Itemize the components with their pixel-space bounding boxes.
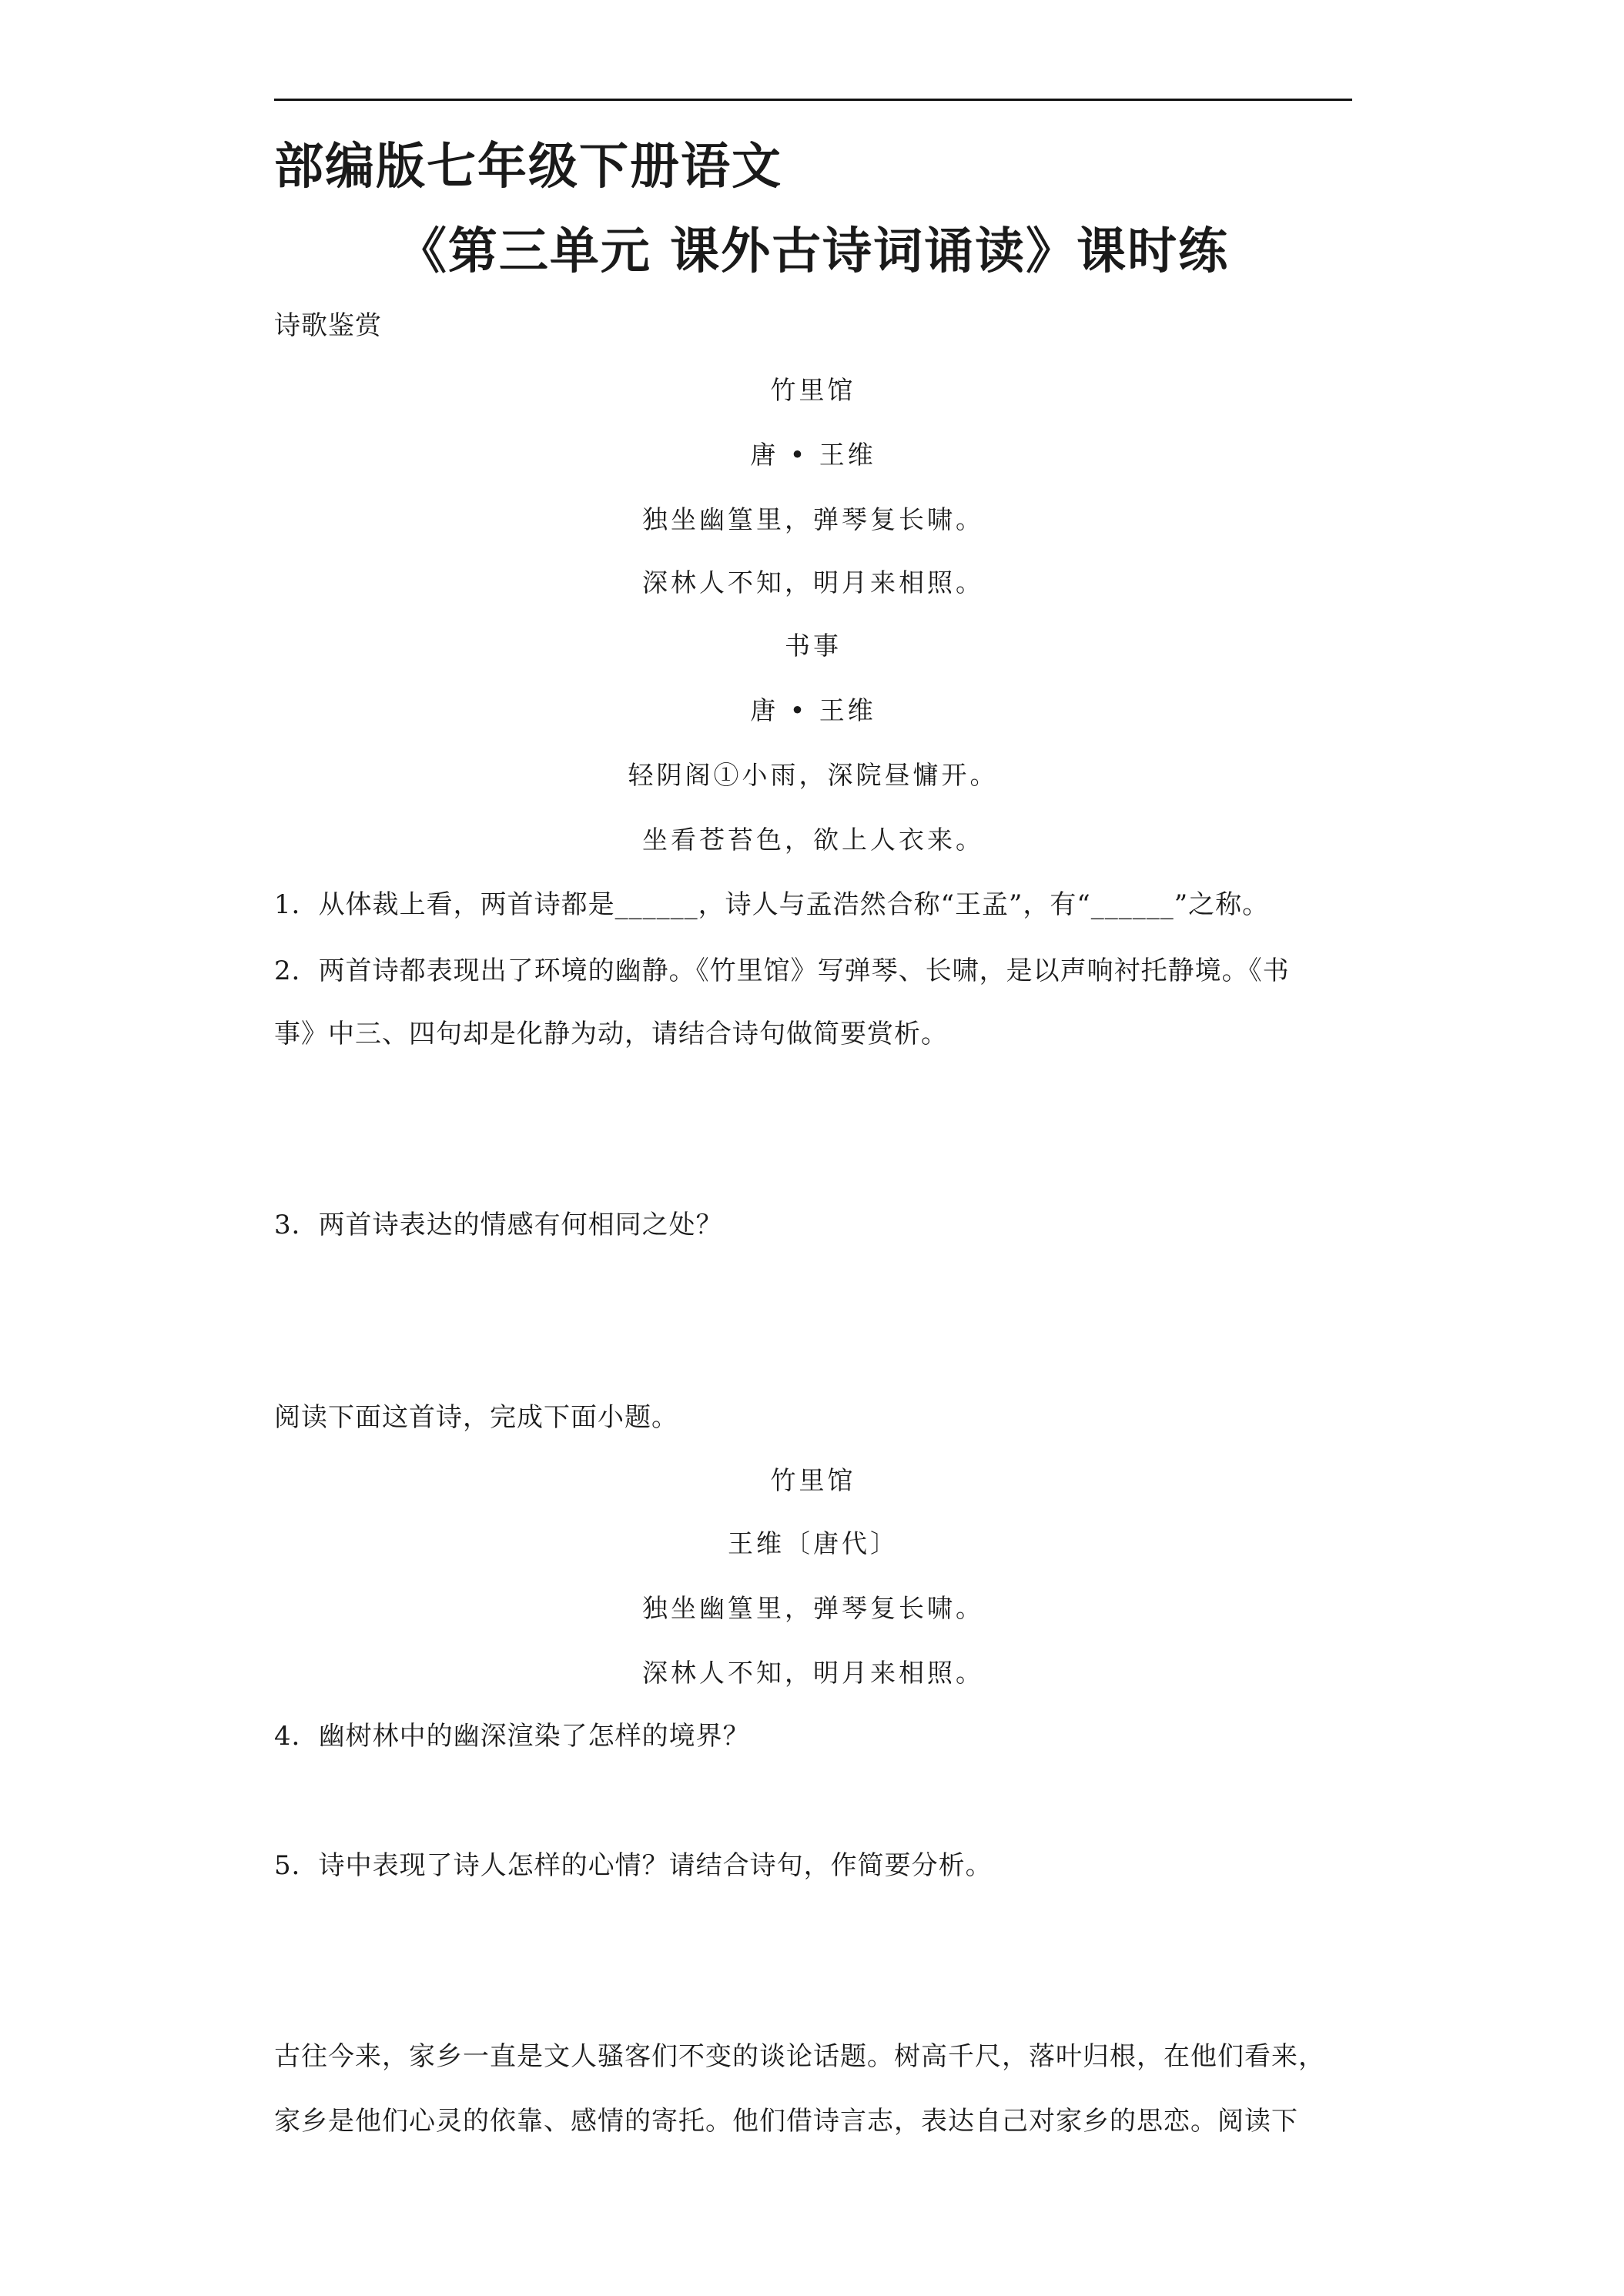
document-subtitle: 《第三单元 课外古诗词诵读》课时练 [397,223,1230,280]
question-2-line2: 事》中三、四句却是化静为动，请结合诗句做简要赏析。 [274,1019,948,1049]
poem3-title: 竹里馆 [770,1465,856,1495]
poem2-title: 书事 [785,631,842,661]
poem1-author: 唐 • 王维 [750,440,876,470]
question-2-line1: 2．两首诗都表现出了环境的幽静。《竹里馆》写弹琴、长啸，是以声响衬托静境。《书 [274,956,1290,986]
question-5: 5．诗中表现了诗人怎样的心情？请结合诗句，作简要分析。 [274,1850,993,1881]
question-1: 1．从体裁上看，两首诗都是______，诗人与孟浩然合称“王孟”，有“______”之称。 [274,889,1270,920]
poem2-author: 唐 • 王维 [750,695,876,725]
header-rule [274,99,1352,101]
document-title: 部编版七年级下册语文 [274,139,782,196]
poem2-line1: 轻阴阁①小雨，深院昼慵开。 [628,760,999,790]
section-heading-read-poem: 阅读下面这首诗，完成下面小题。 [274,1402,678,1433]
poem1-line1: 独坐幽篁里，弹琴复长啸。 [642,504,984,534]
passage-line1: 古往今来，家乡一直是文人骚客们不变的谈论话题。树高千尺，落叶归根，在他们看来， [274,2041,1325,2072]
poem1-title: 竹里馆 [770,375,856,405]
section-heading-poetry-appreciation: 诗歌鉴赏 [274,310,382,341]
question-4: 4．幽树林中的幽深渲染了怎样的境界？ [274,1721,750,1752]
question-3: 3．两首诗表达的情感有何相同之处？ [274,1210,723,1240]
poem3-line1: 独坐幽篁里，弹琴复长啸。 [642,1593,984,1623]
poem2-line2: 坐看苍苔色，欲上人衣来。 [642,825,984,855]
poem3-line2: 深林人不知，明月来相照。 [642,1658,984,1688]
passage-line2: 家乡是他们心灵的依靠、感情的寄托。他们借诗言志，表达自己对家乡的思恋。阅读下 [274,2106,1298,2137]
poem3-author: 王维〔唐代〕 [728,1528,899,1558]
poem1-line2: 深林人不知，明月来相照。 [642,567,984,597]
